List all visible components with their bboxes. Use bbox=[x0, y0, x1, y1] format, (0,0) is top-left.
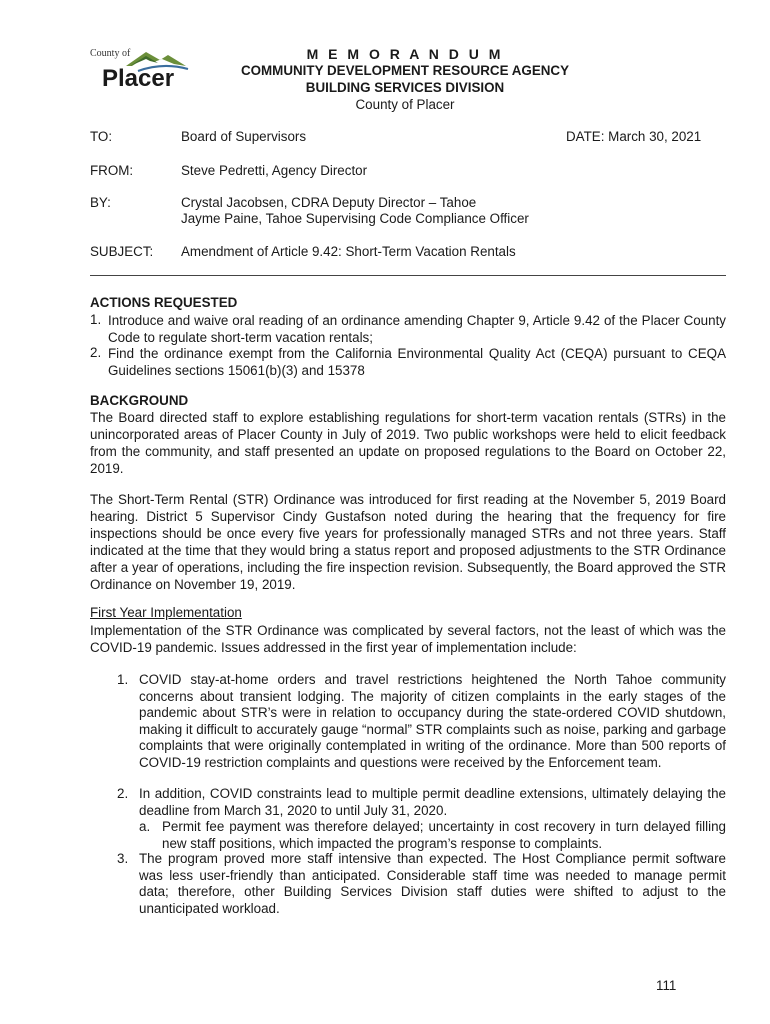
from-label: FROM: bbox=[90, 163, 134, 178]
page-number: 111 bbox=[656, 978, 677, 993]
by-label: BY: bbox=[90, 195, 111, 210]
from-value: Steve Pedretti, Agency Director bbox=[181, 163, 368, 178]
to-label: TO: bbox=[90, 129, 113, 144]
issue-number: 2. bbox=[117, 786, 129, 801]
action-item-text: Introduce and waive oral reading of an ordinance amending Chapter 9, Article 9.42 of the Placer County Code to regulate short-term vacation rentals; bbox=[108, 313, 726, 345]
division-name: BUILDING SERVICES DIVISION bbox=[305, 80, 505, 95]
action-item-number: 2. bbox=[90, 345, 102, 360]
issue-subitem-letter: a. bbox=[139, 819, 151, 834]
issue-text: In addition, COVID constraints lead to multiple permit deadline extensions, ultimately delaying the deadline from March 31, 2020 to until July 31, 2020. bbox=[139, 786, 726, 818]
first-year-intro: Implementation of the STR Ordinance was complicated by several factors, not the least of which was the COVID-19 pandemic. Issues addressed in the first year of implementation include: bbox=[90, 623, 726, 655]
actions-heading: ACTIONS REQUESTED bbox=[90, 295, 238, 310]
subject-label: SUBJECT: bbox=[90, 244, 154, 259]
header-divider bbox=[90, 275, 726, 276]
county-name: County of Placer bbox=[355, 97, 455, 112]
placer-county-logo bbox=[88, 44, 218, 96]
action-item-number: 1. bbox=[90, 312, 102, 327]
issue-number: 1. bbox=[117, 672, 129, 687]
logo-county-of: County of bbox=[90, 48, 131, 59]
issue-subitem-text: Permit fee payment was therefore delayed; uncertainty in cost recovery in turn delayed filling new staff positions, which impacted the program’s response to complaints. bbox=[162, 819, 726, 851]
memo-date: DATE: March 30, 2021 bbox=[566, 129, 702, 144]
subject-value: Amendment of Article 9.42: Short-Term Vacation Rentals bbox=[181, 244, 516, 259]
background-paragraph-2: The Short-Term Rental (STR) Ordinance was introduced for first reading at the November 5, 2019 Board hearing. District 5 Supervisor Cindy Gustafson noted during the hearing that the frequency for fire inspections should be once every five years for professionally managed STRs and not three years. Staff indicated at the time that they would bring a status report and proposed adjustments to the STR Ordinance after a year of operations, including the fire inspection revision. Subsequently, the Board approved the STR Ordinance on November 19, 2019. bbox=[90, 492, 726, 592]
agency-name: COMMUNITY DEVELOPMENT RESOURCE AGENCY bbox=[240, 63, 570, 78]
issue-number: 3. bbox=[117, 851, 129, 866]
background-paragraph-1: The Board directed staff to explore establishing regulations for short-term vacation rentals (STRs) in the unincorporated areas of Placer County in July of 2019. Two public workshops were held to elicit feedback from the community, and staff presented an update on proposed regulations to the Board on October 22, 2019. bbox=[90, 410, 726, 476]
background-heading: BACKGROUND bbox=[90, 393, 189, 408]
logo-name: Placer bbox=[102, 65, 175, 92]
memo-title: M E M O R A N D U M bbox=[306, 46, 504, 62]
to-value: Board of Supervisors bbox=[181, 129, 307, 144]
action-item-text: Find the ordinance exempt from the California Environmental Quality Act (CEQA) pursuant to CEQA Guidelines sections 15061(b)(3) and 15378 bbox=[108, 346, 726, 378]
by-value-1: Crystal Jacobsen, CDRA Deputy Director – Tahoe bbox=[181, 195, 477, 210]
issue-text: The program proved more staff intensive than expected. The Host Compliance permit software was less user-friendly than anticipated. Considerable staff time was needed to manage permit data; therefore, other Building Services Division staff duties were shifted to adjust to the unanticipated workload. bbox=[139, 851, 726, 916]
issue-text: COVID stay-at-home orders and travel restrictions heightened the North Tahoe community concerns about transient lodging. The majority of citizen complaints in the early stages of the pandemic about STR’s were in relation to occupancy during the state-ordered COVID shutdown, making it difficult to accurately gauge “normal” STR complaints such as noise, parking and garbage complaints that were originally contemplated in writing of the ordinance. More than 500 reports of COVID-19 restriction complaints and questions were received by the Enforcement team. bbox=[139, 672, 727, 770]
by-value-2: Jayme Paine, Tahoe Supervising Code Compliance Officer bbox=[181, 211, 529, 226]
first-year-subheading: First Year Implementation bbox=[90, 605, 242, 620]
